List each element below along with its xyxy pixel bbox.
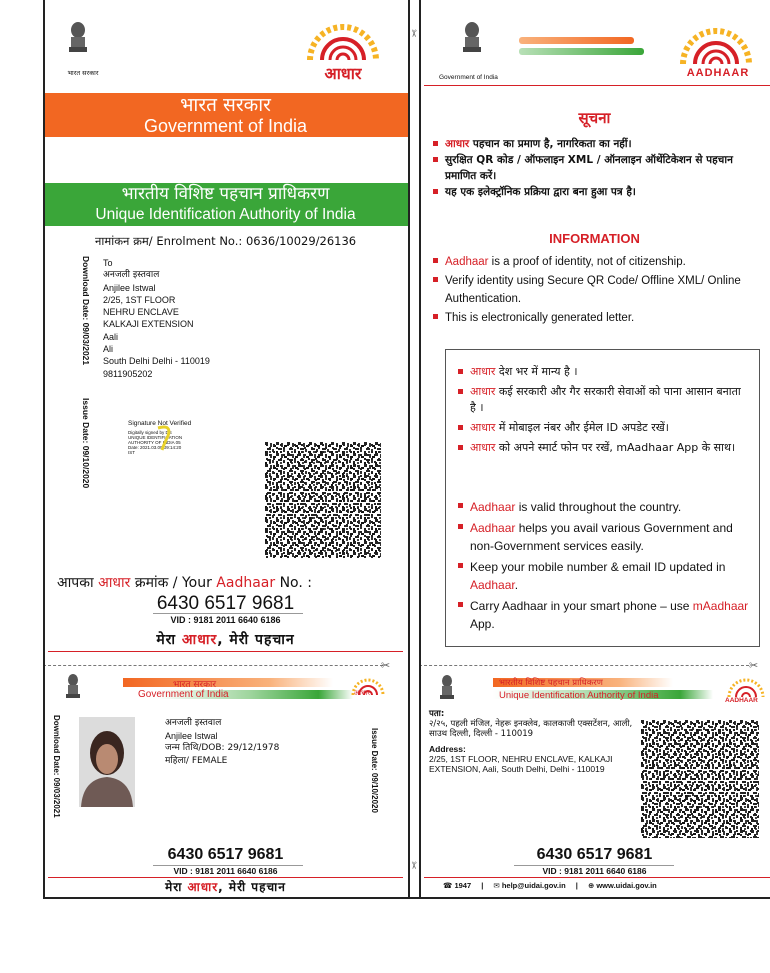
point-text: यह एक इलेक्ट्रॉनिक प्रक्रिया द्वारा बना हुआ पत्र है। (445, 186, 636, 198)
address-line: 9811905202 (103, 368, 153, 379)
point-highlight: Aadhaar (445, 256, 489, 268)
left-panel (43, 0, 408, 897)
card-gov-english: Government of India (138, 689, 229, 700)
uidai-english-title: Unique Identification Authority of India (95, 206, 356, 223)
point-text: को अपने स्मार्ट फोन पर रखें, mAadhaar App के साथ। (495, 441, 736, 454)
point-highlight: mAadhaar (692, 599, 749, 613)
holder-dob: जन्म तिथि/DOB: 29/12/1978 (165, 743, 280, 753)
information-heading: INFORMATION (549, 231, 640, 246)
scissors-icon: ✂ (749, 660, 759, 672)
pata-label: पता: (429, 709, 445, 719)
box-hindi-item (458, 440, 748, 456)
point-text: Carry Aadhaar in your smart phone – use (470, 599, 693, 613)
card-gov-hindi: भारत सरकार (173, 680, 217, 690)
point-highlight: आधार (470, 421, 496, 434)
aadhaar-logo-icon (671, 22, 761, 66)
tagline-part: , मेरी पहचान (218, 880, 286, 894)
card-issue-date: Issue Date: 09/10/2020 (370, 728, 379, 813)
help-email[interactable]: help@uidai.gov.in (501, 881, 566, 890)
national-emblem-icon (457, 20, 487, 62)
card-logo-text: AADHAAR (725, 697, 758, 704)
notice-hindi-item (433, 184, 763, 200)
qr-code (265, 442, 381, 558)
card-red-rule (424, 877, 770, 878)
address-line: KALKAJI EXTENSION (103, 319, 194, 330)
issue-date: Issue Date: 09/10/2020 (81, 398, 91, 489)
label-aadhaar-hindi: आधार (98, 575, 131, 591)
pata-hindi: २/२५, पहली मंजिल, नेहरू इनक्लेव, कालकाजी एक्सटेंशन, आली, साउथ दिल्ली, दिल्ली - 110019 (429, 719, 633, 739)
point-highlight: आधार (470, 441, 496, 454)
tagline-part: मेरा (156, 632, 182, 648)
center-fold-left (408, 0, 410, 898)
card-qr-code (641, 720, 759, 838)
left-border (43, 0, 45, 898)
aadhaar-logo-text: AADHAAR (686, 67, 750, 79)
number-underline (153, 613, 303, 614)
box-english-item (458, 519, 753, 555)
red-rule (48, 651, 403, 652)
header-stripe-orange (519, 37, 634, 44)
download-date: Download Date: 09/03/2021 (81, 256, 91, 366)
address-line: To (103, 258, 113, 268)
mail-icon: ✉ (493, 881, 500, 890)
notice-heading-hindi: सूचना (578, 109, 611, 127)
uidai-banner (43, 183, 408, 226)
label-part: क्रमांक / Your (130, 575, 217, 591)
center-fold-right (419, 0, 421, 898)
box-english-item (458, 558, 753, 594)
box-hindi-item (458, 420, 748, 436)
label-part: No. : (275, 575, 312, 591)
card-emblem-icon (437, 673, 457, 705)
tagline-part: मेरा (165, 880, 188, 894)
helpline-number: 1947 (454, 881, 472, 890)
point-text: पहचान का प्रमाण है, नागरिकता का नहीं। (469, 138, 632, 150)
cut-line (43, 665, 383, 666)
card-emblem-icon (63, 672, 83, 704)
emblem-caption: Government of India (439, 74, 498, 81)
holder-gender: महिला/ FEMALE (165, 755, 228, 766)
separator: | (481, 881, 484, 890)
box-hindi-item (458, 364, 748, 380)
government-banner (43, 93, 408, 137)
right-panel (419, 0, 770, 897)
info-box (445, 349, 760, 647)
address-line: अनजली इस्तवाल (103, 270, 160, 281)
signature-block (128, 420, 208, 455)
tagline-aadhaar: आधार (181, 632, 218, 648)
point-text: helps you avail various Government and non-Government services easily. (470, 521, 733, 553)
emblem-caption: भारत सरकार (67, 69, 99, 77)
address-line: Aali (103, 331, 119, 342)
holder-photo (79, 717, 135, 807)
card-logo-text: आधार (354, 689, 371, 697)
verification-mark-icon (154, 424, 176, 452)
information-item (433, 309, 769, 328)
contact-bar (443, 881, 768, 890)
header-stripe-green (519, 48, 644, 55)
address-english: 2/25, 1ST FLOOR, NEHRU ENCLAVE, KALKAJI EXTENSION, Aali, South Delhi, Delhi - 110019 (429, 754, 613, 774)
address-line: Ali (103, 344, 114, 355)
uidai-hindi-title: भारतीय विशिष्ट पहचान प्राधिकरण (121, 184, 330, 204)
card-holder-details (165, 717, 355, 767)
address-line: 2/25, 1ST FLOOR (103, 294, 176, 305)
national-emblem-icon (63, 20, 93, 62)
information-item (433, 272, 769, 309)
gov-hindi-title: भारत सरकार (180, 94, 271, 116)
point-text: . (514, 578, 519, 592)
bottom-border (43, 897, 770, 899)
gov-english-title: Government of India (143, 116, 308, 136)
point-text: is valid throughout the country. (515, 500, 682, 514)
signature-status: Signature Not Verified (128, 420, 192, 427)
point-text: Keep your mobile number & email ID updated in (470, 560, 726, 574)
card-uidai-hindi: भारतीय विशिष्ट पहचान प्राधिकरण (499, 678, 603, 688)
card-aadhaar-number: 6430 6517 9681 (536, 846, 653, 863)
scissors-icon: ✂ (381, 660, 391, 672)
phone-icon: ☎ (443, 881, 453, 890)
point-highlight: आधार (470, 365, 496, 378)
enrolment-number: नामांकन क्रम/ Enrolment No.: 0636/10029/26136 (95, 234, 357, 248)
card-download-date: Download Date: 09/03/2021 (52, 715, 61, 818)
web-icon: ⊕ (587, 881, 595, 890)
point-text: देश भर में मान्य है । (495, 365, 578, 378)
cut-line (419, 665, 749, 666)
box-english-list (458, 498, 753, 633)
point-highlight: आधार (445, 138, 470, 150)
recipient-address (103, 257, 293, 380)
point-text: is a proof of identity, not of citizenship. (488, 256, 686, 268)
notice-hindi-list (433, 136, 763, 200)
tagline-part: , मेरी पहचान (217, 632, 295, 648)
information-list (433, 253, 769, 327)
card-gov-stripe (123, 678, 333, 687)
card-uidai-english: Unique Identification Authority of India (499, 690, 659, 701)
notice-hindi-item (433, 152, 763, 184)
point-text: में मोबाइल नंबर और ईमेल ID अपडेट रखें। (495, 421, 669, 434)
card-vid: VID : 9181 2011 6640 6186 (173, 866, 278, 876)
fold-scissors-icon: ✂ (407, 29, 419, 38)
header-rule (424, 85, 770, 86)
point-text: Verify identity using Secure QR Code/ Offline XML/ Online Authentication. (445, 274, 741, 305)
point-highlight: Aadhaar (470, 500, 516, 514)
fold-scissors-icon: ✂ (407, 861, 419, 870)
address-line: South Delhi Delhi - 110019 (103, 356, 210, 367)
holder-name-english: Anjilee Istwal (165, 730, 218, 741)
address-label: Address: (429, 744, 466, 754)
box-hindi-list (458, 364, 748, 456)
website[interactable]: www.uidai.gov.in (596, 881, 657, 890)
card-address (429, 709, 634, 774)
point-text: App. (470, 617, 495, 631)
card-vid: VID : 9181 2011 6640 6186 (542, 866, 647, 876)
point-highlight: Aadhaar (470, 578, 515, 592)
aadhaar-logo-icon (298, 20, 388, 62)
tagline (43, 630, 408, 649)
box-hindi-item (458, 384, 748, 416)
box-english-item (458, 498, 753, 516)
address-line: NEHRU ENCLAVE (103, 307, 179, 318)
tagline-aadhaar: आधार (187, 880, 219, 894)
holder-name-hindi: अनजली इस्तवाल (165, 718, 222, 728)
vid-number: VID : 9181 2011 6640 6186 (170, 615, 281, 625)
label-aadhaar-english: Aadhaar (216, 575, 276, 591)
your-aadhaar-label (57, 573, 397, 592)
label-part: आपका (57, 575, 99, 591)
point-text: सुरक्षित QR कोड / ऑफलाइन XML / ऑनलाइन ऑथेंटिकेशन से पहचान प्रमाणित करें। (445, 154, 733, 182)
information-item (433, 253, 769, 272)
point-highlight: आधार (470, 385, 496, 398)
address-line: Anjilee Istwal (103, 282, 156, 293)
card-tagline (43, 878, 408, 895)
aadhaar-logo-text: आधार (324, 64, 362, 83)
notice-hindi-item (433, 136, 763, 152)
point-highlight: Aadhaar (470, 521, 516, 535)
point-text: This is electronically generated letter. (445, 311, 635, 324)
card-aadhaar-number: 6430 6517 9681 (167, 846, 284, 863)
signature-details: Digitally signed by DS UNIQUE IDENTIFICATION AUTHORITY OF INDIA 05 Date: 2021.03.09 09:14:20 IST (128, 430, 183, 455)
point-text: कई सरकारी और गैर सरकारी सेवाओं को पाना आसान बनाता है । (470, 385, 741, 414)
aadhaar-number: 6430 6517 9681 (156, 593, 295, 614)
separator: | (575, 881, 578, 890)
box-english-item (458, 597, 753, 633)
